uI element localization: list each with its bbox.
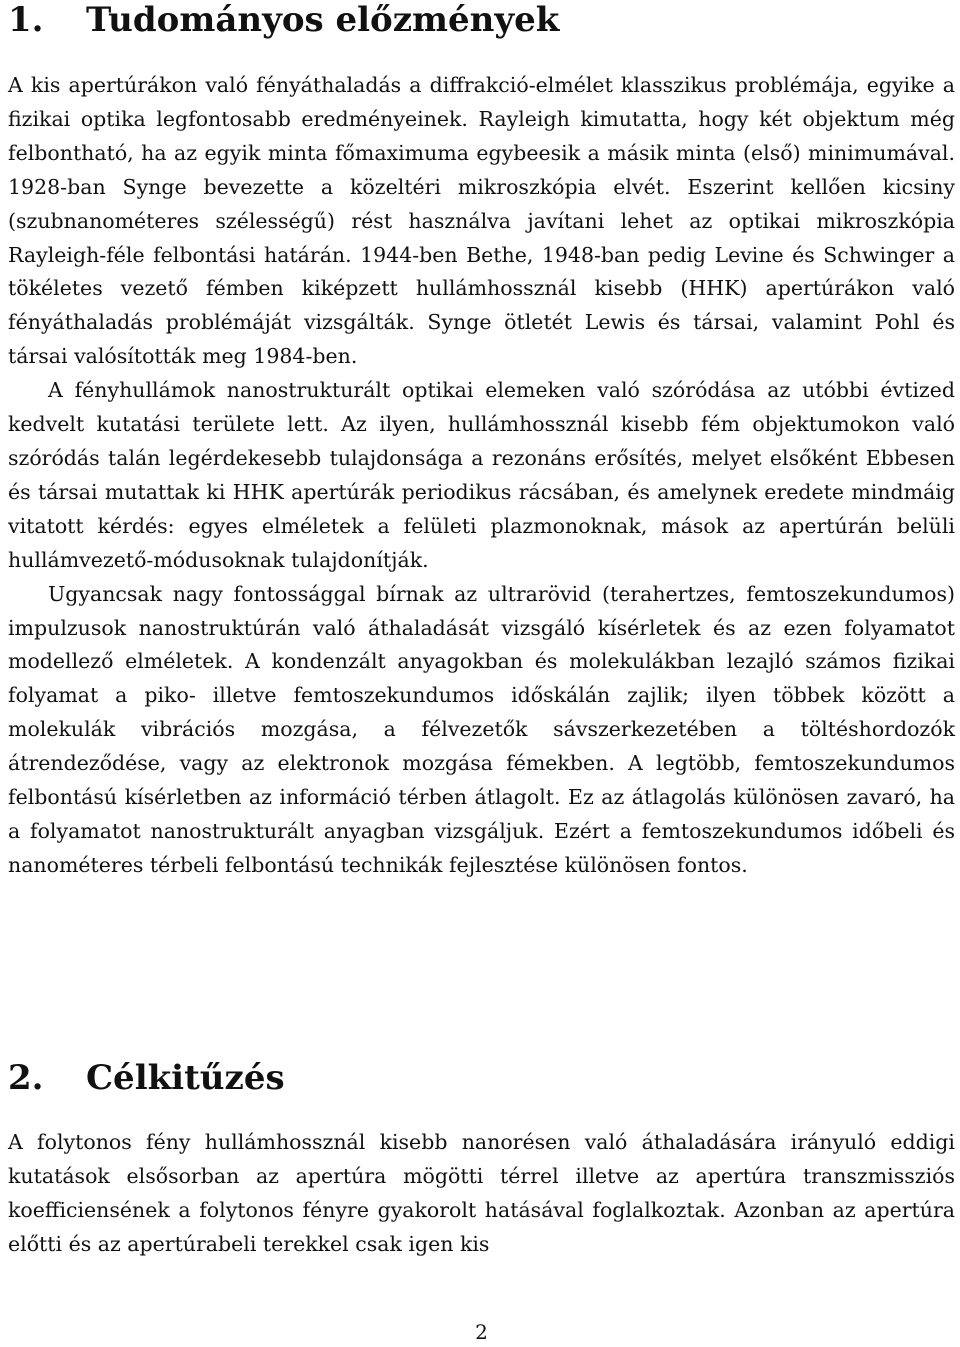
section-title: Célkitűzés <box>86 1058 285 1098</box>
paragraph: A folytonos fény hullámhossznál kisebb nanorésen való áthaladására irányuló eddigi kutatások elsősorban az apertúra mögötti térrel illetve az apertúra transzmissziós koefficiensének a folytonos fényre gyakorolt hatásával foglalkoztak. Azonban az apertúra előtti és az apertúrabeli terekkel csak igen kis <box>8 1130 955 1256</box>
section-heading-2 <box>8 1058 285 1098</box>
paragraph: A fényhullámok nanostrukturált optikai elemeken való szóródása az utóbbi évtized kedvelt kutatási területe lett. Az ilyen, hullámhossznál kisebb fém objektumokon való szóródás talán legérdekesebb tulajdonsága a rezonáns erősítés, melyet elsőként Ebbesen és társai mutattak ki HHK apertúrák periodikus rácsában, és amelynek eredete mindmáig vitatott kérdés: egyes elméletek a felületi plazmonoknak, mások az apertúrán belüli hullámvezető-módusoknak tulajdonítják. <box>8 378 955 572</box>
paragraph: Ugyancsak nagy fontossággal bírnak az ultrarövid (terahertzes, femtoszekundumos) impulzusok nanostruktúrán való áthaladását vizsgáló kísérletek és az ezen folyamatot modellező elméletek. A kondenzált anyagokban és molekulákban lezajló számos fizikai folyamat a piko- illetve femtoszekundumos időskálán zajlik; ilyen többek között a molekulák vibrációs mozgása, a félvezetők sávszerkezetében a töltéshordozók átrendeződése, vagy az elektronok mozgása fémekben. A legtöbb, femtoszekundumos felbontású kísérletben az információ térben átlagolt. Ez az átlagolás különösen zavaró, ha a folyamatot nanostrukturált anyagban vizsgáljuk. Ezért a femtoszekundumos időbeli és nanométeres térbeli felbontású technikák fejlesztése különösen fontos. <box>8 581 955 877</box>
section-number: 1. <box>8 0 44 40</box>
section-number: 2. <box>8 1058 44 1098</box>
paragraph: A kis apertúrákon való fényáthaladás a diffrakció-elmélet klasszikus problémája, egyike a fizikai optika legfontosabb eredményeinek. Rayleigh kimutatta, hogy két objektum még felbontható, ha az egyik minta főmaximuma egybeesik a másik minta (első) minimumával. 1928-ban Synge bevezette a közeltéri mikroszkópia elvét. Eszerint kellően kicsiny (szubnanométeres szélességű) rést használva javítani lehet az optikai mikroszkópia Rayleigh-féle felbontási határán. 1944-ben Bethe, 1948-ban pedig Levine és Schwinger a tökéletes vezető fémben kiképzett hullámhossznál kisebb (HHK) apertúrákon való fényáthaladás problémáját vizsgálták. Synge ötletét Lewis és társai, valamint Pohl és társai valósították meg 1984-ben. <box>8 73 955 369</box>
section-body-2 <box>8 1126 955 1262</box>
section-title: Tudományos előzmények <box>86 0 560 40</box>
section-heading-1 <box>8 0 559 40</box>
section-body-1 <box>8 69 955 883</box>
page-number: 2 <box>475 1320 488 1344</box>
